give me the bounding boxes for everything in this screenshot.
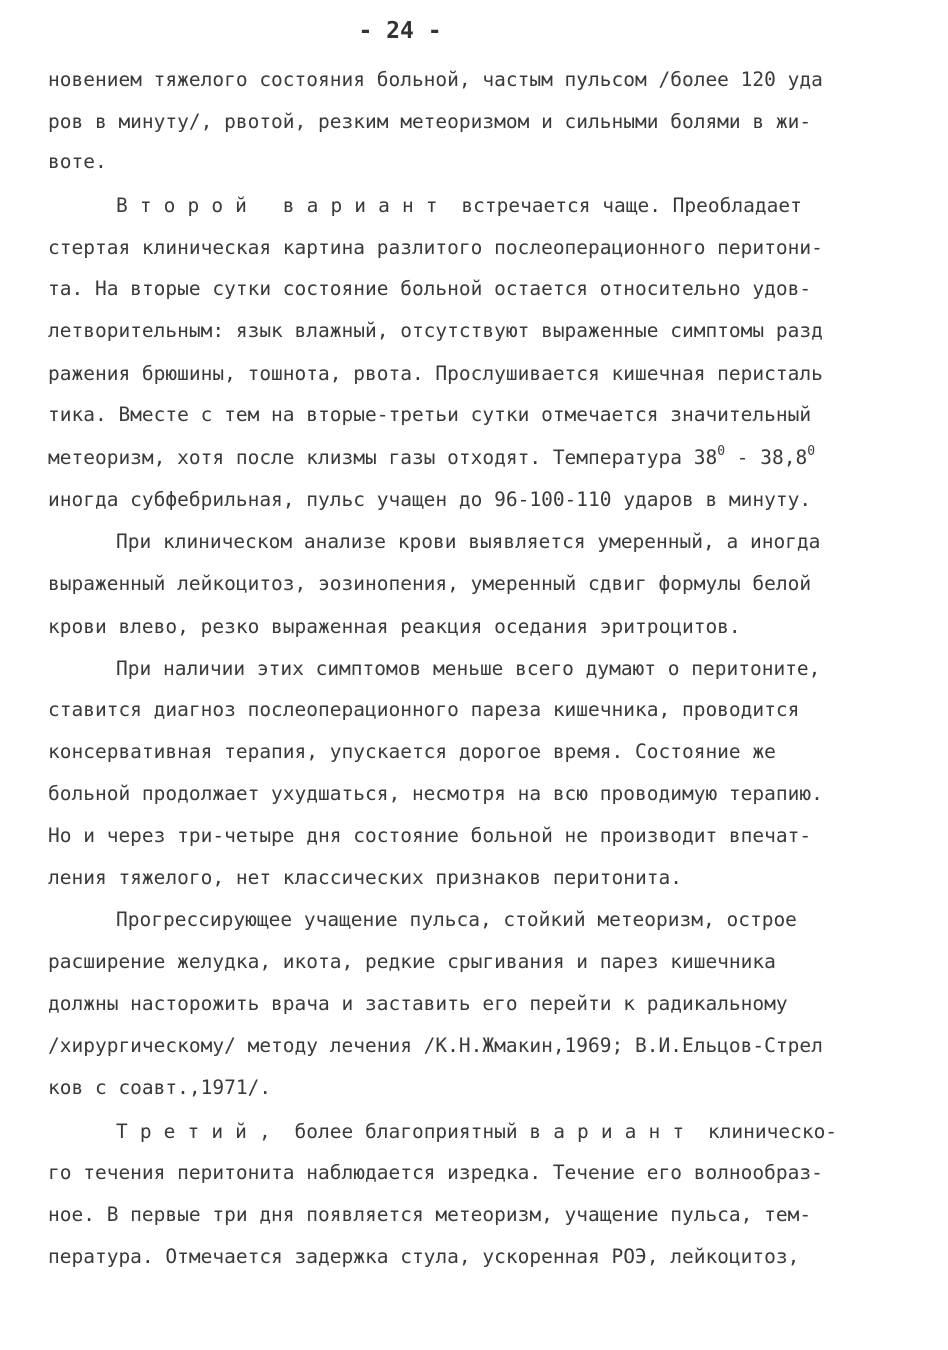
text-line: больной продолжает ухудшаться, несмотря на всю проводимую терапию.: [48, 782, 823, 805]
text-line: ления тяжелого, нет классических признаков перитонита.: [48, 866, 682, 889]
text-line: Но и через три-четыре дня состояние больной не производит впечат-: [48, 824, 812, 847]
text-line: консервативная терапия, упускается дорогое время. Состояние же: [48, 740, 776, 763]
text-line: новением тяжелого состояния больной, частым пульсом /более 120 уда: [48, 68, 823, 91]
text-line: воте.: [48, 150, 107, 173]
text-line: расширение желудка, икота, редкие срыгивания и парез кишечника: [48, 950, 776, 973]
text-line: ков с соавт.,1971/.: [48, 1076, 272, 1099]
spaced-term: Второй вариант: [116, 194, 450, 217]
text-line: летворительным: язык влажный, отсутствуют выраженные симптомы разд: [48, 319, 823, 342]
text-line: го течения перитонита наблюдается изредка. Течение его волнообраз-: [48, 1161, 823, 1184]
text-line: выраженный лейкоцитоз, эозинопения, умеренный сдвиг формулы белой: [48, 572, 812, 595]
text-line: ров в минуту/, рвотой, резким метеоризмом и сильными болями в жи-: [48, 110, 812, 133]
paragraph-start-line: Прогрессирующее учащение пульса, стойкий метеоризм, острое: [116, 908, 797, 931]
text-line: та. На вторые сутки состояние больной остается относительно удов-: [48, 277, 812, 300]
degree-superscript: 0: [807, 444, 816, 459]
text-run: клиническо-: [696, 1120, 838, 1143]
paragraph-start-line: При наличии этих симптомов меньше всего думают о перитоните,: [116, 657, 821, 680]
paragraph-start-line: [116, 196, 802, 216]
text-line: крови влево, резко выраженная реакция оседания эритроцитов.: [48, 615, 741, 638]
text-line: ставится диагноз послеоперационного пареза кишечника, проводится: [48, 698, 800, 721]
text-run: встречается чаще. Преобладает: [449, 194, 802, 217]
text-line: ное. В первые три дня появляется метеоризм, учащение пульса, тем-: [48, 1203, 812, 1226]
text-line: ражения брюшины, тошнота, рвота. Прослушивается кишечная перисталь: [48, 362, 823, 385]
text-run: - 38,8: [725, 446, 808, 469]
text-run: метеоризм, хотя после клизмы газы отходят. Температура 38: [48, 446, 718, 469]
spaced-term: Третий,: [116, 1120, 283, 1143]
text-line: /хирургическому/ методу лечения /К.Н.Жмакин,1969; В.И.Ельцов-Стрел: [48, 1034, 823, 1057]
text-line: должны насторожить врача и заставить его перейти к радикальному: [48, 992, 788, 1015]
text-line: пература. Отмечается задержка стула, ускоренная РОЭ, лейкоцитоз,: [48, 1245, 800, 1268]
paragraph-start-line: [116, 1122, 837, 1142]
paragraph-start-line: При клиническом анализе крови выявляется умеренный, а иногда: [116, 530, 821, 553]
text-line: тика. Вместе с тем на вторые-третьи сутки отмечается значительный: [48, 403, 812, 426]
text-run: более благоприятный: [282, 1120, 530, 1143]
text-line: иногда субфебрильная, пульс учащен до 96-100-110 ударов в минуту.: [48, 488, 812, 511]
text-line: [48, 444, 816, 469]
text-line: стертая клиническая картина разлитого послеоперационного перитони-: [48, 236, 823, 259]
page-number: - 24 -: [358, 18, 442, 44]
degree-superscript: 0: [717, 444, 726, 459]
spaced-term: вариант: [529, 1120, 697, 1143]
